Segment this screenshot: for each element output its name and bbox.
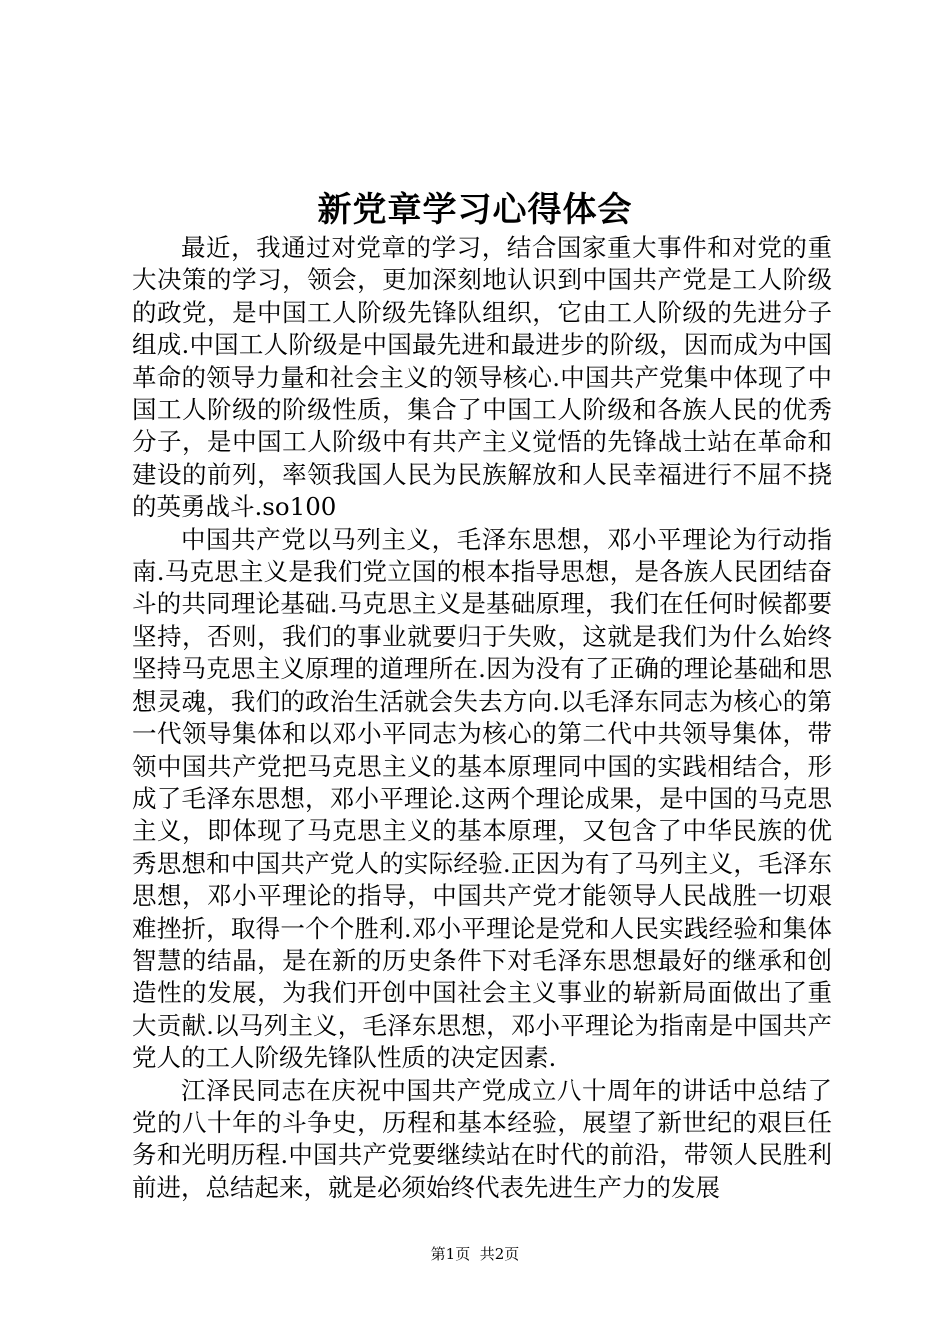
- paragraph-1: 最近，我通过对党章的学习，结合国家重大事件和对党的重大决策的学习，领会，更加深刻地认识到中国共产党是工人阶级的政党，是中国工人阶级先锋队组织，它由工人阶级的先进分子组成.中国工人阶级是中国最先进和最进步的阶级，因而成为中国革命的领导力量和社会主义的领导核心.中国共产党集中体现了中国工人阶级的阶级性质，集合了中国工人阶级和各族人民的优秀分子，是中国工人阶级中有共产主义觉悟的先锋战士站在革命和建设的前列，率领我国人民为民族解放和人民幸福进行不屈不挠的英勇战斗.so100: [132, 233, 832, 522]
- page-total: 共2页: [479, 1245, 520, 1263]
- paragraph-2: 中国共产党以马列主义，毛泽东思想，邓小平理论为行动指南.马克思主义是我们党立国的根本指导思想，是各族人民团结奋斗的共同理论基础.马克思主义是基础原理，我们在任何时候都要坚持，否则，我们的事业就要归于失败，这就是我们为什么始终坚持马克思主义原理的道理所在.因为没有了正确的理论基础和思想灵魂，我们的政治生活就会失去方向.以毛泽东同志为核心的第一代领导集体和以邓小平同志为核心的第二代中共领导集体，带领中国共产党把马克思主义的基本原理同中国的实践相结合，形成了毛泽东思想，邓小平理论.这两个理论成果，是中国的马克思主义，即体现了马克思主义的基本原理，又包含了中华民族的优秀思想和中国共产党人的实际经验.正因为有了马列主义，毛泽东思想，邓小平理论的指导，中国共产党才能领导人民战胜一切艰难挫折，取得一个个胜利.邓小平理论是党和人民实践经验和集体智慧的结晶，是在新的历史条件下对毛泽东思想最好的继承和创造性的发展，为我们开创中国社会主义事业的崭新局面做出了重大贡献.以马列主义，毛泽东思想，邓小平理论为指南是中国共产党人的工人阶级先锋队性质的决定因素.: [132, 524, 832, 1073]
- document-body: [132, 232, 832, 1204]
- document-title: 新党章学习心得体会: [317, 190, 633, 230]
- page-number: 第1页: [430, 1245, 471, 1263]
- page-footer: [0, 1244, 950, 1264]
- paragraph-3: 江泽民同志在庆祝中国共产党成立八十周年的讲话中总结了党的八十年的斗争史，历程和基本经验，展望了新世纪的艰巨任务和光明历程.中国共产党要继续站在时代的前沿，带领人民胜利前进，总结起来，就是必须始终代表先进生产力的发展: [132, 1075, 832, 1202]
